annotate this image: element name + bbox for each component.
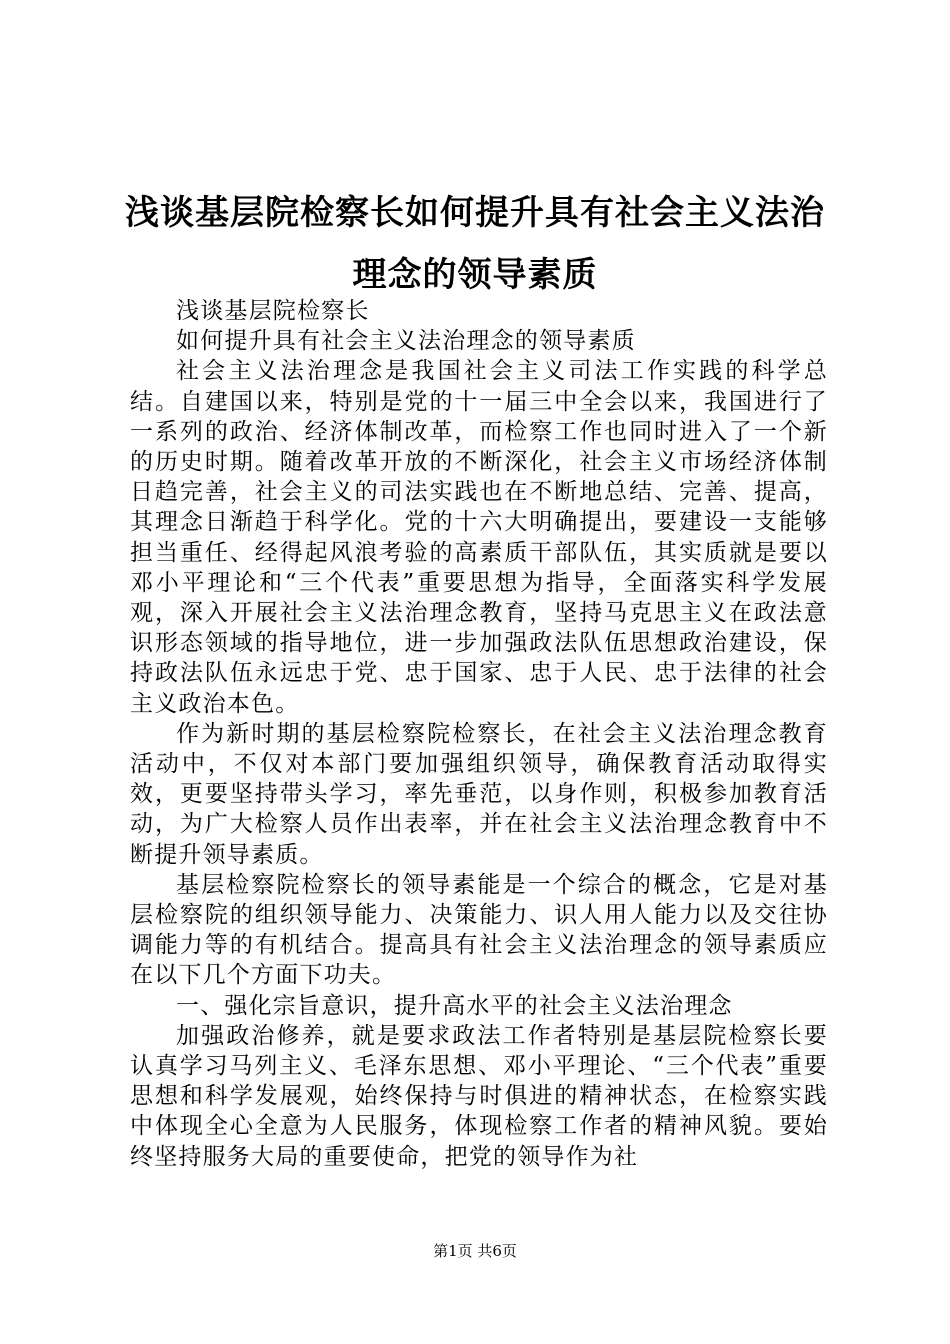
body-paragraph: 基层检察院检察长的领导素能是一个综合的概念，它是对基层检察院的组织领导能力、决策能力、识人用人能力以及交往协调能力等的有机结合。提高具有社会主义法治理念的领导素质应在以下几个方面下功夫。: [130, 871, 828, 989]
body-paragraph: 如何提升具有社会主义法治理念的领导素质: [176, 328, 636, 355]
page-number: 第1页 共6页: [433, 1242, 517, 1260]
body-paragraph: 社会主义法治理念是我国社会主义司法工作实践的科学总结。自建国以来，特别是党的十一届三中全会以来，我国进行了一系列的政治、经济体制改革，而检察工作也同时进入了一个新的历史时期。随着改革开放的不断深化，社会主义市场经济体制日趋完善，社会主义的司法实践也在不断地总结、完善、提高，其理念日渐趋于科学化。党的十六大明确提出，要建设一支能够担当重任、经得起风浪考验的高素质干部队伍，其实质就是要以邓小平理论和“三个代表”重要思想为指导，全面落实科学发展观，深入开展社会主义法治理念教育，坚持马克思主义在政法意识形态领域的指导地位，进一步加强政法队伍思想政治建设，保持政法队伍永远忠于党、忠于国家、忠于人民、忠于法律的社会主义政治本色。: [130, 358, 828, 717]
body-paragraph: 作为新时期的基层检察院检察长，在社会主义法治理念教育活动中，不仅对本部门要加强组织领导，确保教育活动取得实效，更要坚持带头学习，率先垂范，以身作则，积极参加教育活动，为广大检察人员作出表率，并在社会主义法治理念教育中不断提升领导素质。: [130, 720, 828, 868]
document-title: [122, 182, 828, 306]
title-line-1: 浅谈基层院检察长如何提升具有社会主义法治: [125, 193, 825, 233]
document-body: [130, 296, 828, 1172]
body-paragraph: 加强政治修养，就是要求政法工作者特别是基层院检察长要认真学习马列主义、毛泽东思想、邓小平理论、“三个代表”重要思想和科学发展观，始终保持与时俱进的精神状态，在检察实践中体现全心全意为人民服务，体现检察工作者的精神风貌。要始终坚持服务大局的重要使命，把党的领导作为社: [130, 1022, 828, 1170]
body-paragraph: 浅谈基层院检察长: [176, 298, 370, 324]
title-line-2: 理念的领导素质: [352, 255, 598, 295]
section-heading: 一、强化宗旨意识，提升高水平的社会主义法治理念: [176, 992, 733, 1019]
page-footer: [0, 1241, 950, 1261]
